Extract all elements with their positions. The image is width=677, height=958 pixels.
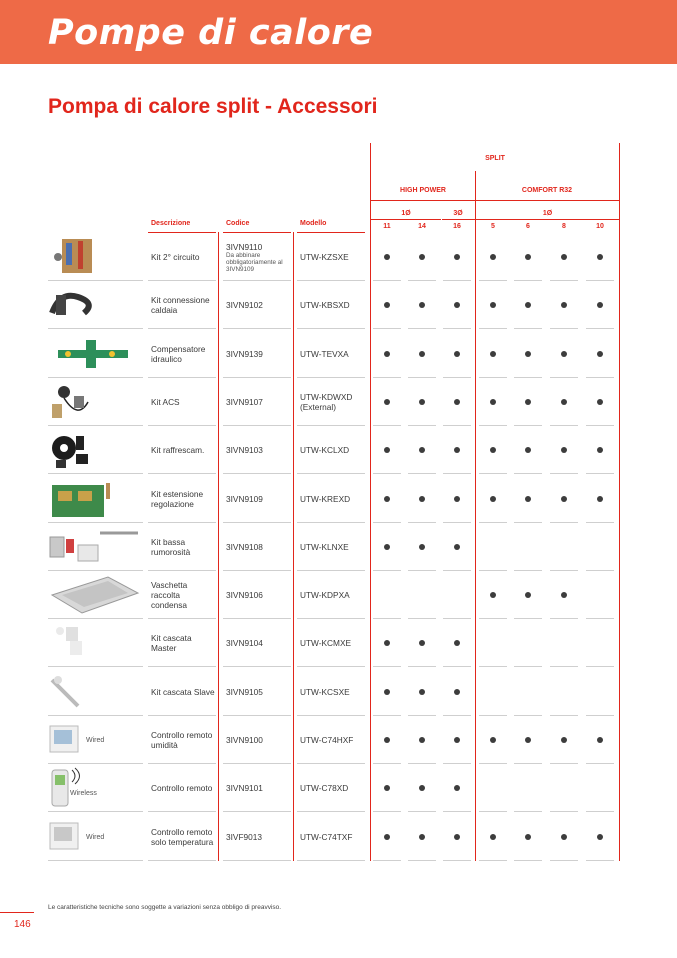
availability-dot-14 (419, 544, 425, 550)
row-description (151, 426, 217, 474)
row-description (151, 330, 217, 378)
availability-dot-5 (490, 399, 496, 405)
row-model (300, 233, 368, 281)
availability-dot-16 (454, 785, 460, 791)
page-rule (0, 912, 34, 913)
description-text: Kit 2° circuito (151, 252, 200, 262)
availability-dot-16 (454, 302, 460, 308)
header-code: Codice (226, 220, 250, 227)
code-text: 3IVN9100 (226, 735, 263, 745)
kit-acs-image (48, 380, 143, 424)
table-row (48, 619, 620, 667)
row-model (300, 764, 368, 812)
row-description (151, 378, 217, 426)
row-divider (586, 860, 614, 861)
row-model (300, 378, 368, 426)
availability-dot-8 (561, 496, 567, 502)
model-text: UTW-KCLXD (300, 445, 350, 456)
column-header-11: 11 (383, 223, 391, 230)
row-code (226, 426, 292, 474)
availability-dot-5 (490, 254, 496, 260)
availability-dot-5 (490, 592, 496, 598)
controllo-remoto-wireless-image (48, 766, 143, 810)
connection-tag: Wired (86, 737, 105, 744)
header-description: Descrizione (151, 220, 191, 227)
availability-dot-11 (384, 785, 390, 791)
availability-dot-5 (490, 834, 496, 840)
row-description (151, 813, 217, 861)
table-row (48, 523, 620, 571)
row-code (226, 523, 292, 571)
description-text: Kit cascata Slave (151, 686, 215, 697)
code-text: 3IVN9108 (226, 541, 263, 552)
row-model (300, 281, 368, 329)
availability-dot-8 (561, 737, 567, 743)
table-row (48, 281, 620, 329)
availability-dot-8 (561, 399, 567, 405)
availability-dot-14 (419, 834, 425, 840)
row-model (300, 619, 368, 667)
availability-dot-16 (454, 351, 460, 357)
model-text: UTW-KZSXE (300, 252, 349, 262)
availability-dot-11 (384, 399, 390, 405)
model-text: UTW-KDWXD (External) (300, 391, 353, 412)
row-code (226, 716, 292, 764)
page-number: 146 (14, 919, 31, 930)
availability-dot-6 (525, 351, 531, 357)
model-text: UTW-KCMXE (300, 638, 352, 649)
kit-cascata-master-image (48, 621, 143, 665)
code-text: 3IVN9103 (226, 445, 263, 456)
availability-dot-11 (384, 544, 390, 550)
table-row (48, 813, 620, 861)
availability-dot-14 (419, 302, 425, 308)
table-row (48, 426, 620, 474)
row-divider (550, 860, 578, 861)
row-description (151, 523, 217, 571)
availability-dot-10 (597, 302, 603, 308)
availability-dot-14 (419, 399, 425, 405)
availability-dot-6 (525, 737, 531, 743)
footer-note: Le caratteristiche tecniche sono soggette a variazioni senza obbligo di preavviso. (48, 904, 282, 911)
availability-dot-16 (454, 447, 460, 453)
column-header-14: 14 (418, 223, 426, 230)
row-divider (408, 860, 436, 861)
column-header-10: 10 (596, 223, 604, 230)
subgroup-comfort-r32: COMFORT R32 (521, 187, 573, 194)
availability-dot-6 (525, 447, 531, 453)
connection-tag: Wired (86, 833, 105, 841)
code-text: 3IVN9101 (226, 783, 263, 794)
availability-dot-14 (419, 496, 425, 502)
row-model (300, 523, 368, 571)
availability-dot-10 (597, 834, 603, 840)
row-description (151, 716, 217, 764)
code-note: Da abbinare obbligatoriamente al 3IVN9109 (226, 251, 283, 273)
kit-2-circuito-image (48, 235, 143, 279)
code-text: 3IVN9139 (226, 348, 263, 359)
row-divider (148, 860, 216, 861)
availability-dot-10 (597, 447, 603, 453)
table-row (48, 378, 620, 426)
kit-raffrescamento-image (48, 428, 143, 472)
table-row (48, 764, 620, 812)
availability-dot-11 (384, 737, 390, 743)
availability-dot-8 (561, 351, 567, 357)
availability-dot-6 (525, 302, 531, 308)
compensatore-idraulico-image (48, 332, 143, 376)
availability-dot-16 (454, 399, 460, 405)
comfort-rule (476, 200, 619, 201)
description-text: Kit ACS (151, 396, 180, 407)
description-text: Kit cascata Master (151, 633, 192, 654)
phase-rule-2 (442, 219, 475, 220)
table-row (48, 668, 620, 716)
table-row (48, 475, 620, 523)
row-code (226, 233, 292, 281)
row-code (226, 378, 292, 426)
phase-1-high-power: 1Ø (401, 210, 411, 217)
row-model (300, 475, 368, 523)
row-description (151, 233, 217, 281)
availability-dot-10 (597, 351, 603, 357)
availability-dot-10 (597, 399, 603, 405)
availability-dot-16 (454, 544, 460, 550)
row-code (226, 281, 292, 329)
code-text: 3IVN9109 (226, 493, 263, 504)
row-divider (223, 860, 291, 861)
description-text: Vaschetta raccolta condensa (151, 580, 188, 611)
model-text: UTW-C78XD (300, 783, 349, 794)
code-text: 3IVN9106 (226, 590, 263, 601)
model-text: UTW-KLNXE (300, 541, 349, 552)
model-text: UTW-KDPXA (300, 590, 350, 601)
code-text: 3IVN9107 (226, 396, 263, 407)
model-text: UTW-KREXD (300, 493, 351, 504)
row-description (151, 571, 217, 619)
description-text: Kit bassa rumorosità (151, 536, 191, 557)
model-text: UTW-C74TXF (300, 831, 353, 842)
availability-dot-10 (597, 496, 603, 502)
availability-dot-5 (490, 447, 496, 453)
high-power-rule (371, 200, 475, 201)
phase-rule-3 (476, 219, 619, 220)
description-text: Kit estensione regolazione (151, 488, 204, 509)
availability-dot-8 (561, 834, 567, 840)
table-row (48, 330, 620, 378)
row-model (300, 813, 368, 861)
availability-dot-11 (384, 834, 390, 840)
model-text: UTW-TEVXA (300, 348, 349, 359)
availability-dot-14 (419, 351, 425, 357)
availability-dot-14 (419, 689, 425, 695)
availability-dot-10 (597, 254, 603, 260)
row-divider (297, 860, 365, 861)
row-description (151, 475, 217, 523)
header-model: Modello (300, 220, 327, 227)
model-text: UTW-KBSXD (300, 300, 350, 311)
description-text: Controllo remoto solo temperatura (151, 826, 214, 847)
kit-cascata-slave-image (48, 670, 143, 714)
code-text: 3IVN9102 (226, 300, 263, 311)
availability-dot-8 (561, 447, 567, 453)
row-code (226, 475, 292, 523)
code-text: 3IVF9013 (226, 831, 262, 842)
availability-dot-16 (454, 689, 460, 695)
availability-dot-11 (384, 640, 390, 646)
kit-estensione-regolazione-image (48, 477, 143, 521)
availability-dot-5 (490, 737, 496, 743)
description-text: Kit connessione caldaia (151, 295, 210, 316)
header-banner (0, 0, 677, 64)
phase-rule-1 (371, 219, 441, 220)
row-description (151, 619, 217, 667)
availability-dot-8 (561, 302, 567, 308)
column-header-16: 16 (453, 223, 461, 230)
row-description (151, 764, 217, 812)
description-text: Controllo remoto (151, 783, 213, 794)
vaschetta-raccolta-condensa-image (48, 573, 143, 617)
column-header-5: 5 (491, 223, 495, 230)
availability-dot-5 (490, 302, 496, 308)
row-divider (514, 860, 542, 861)
availability-dot-6 (525, 399, 531, 405)
model-text: UTW-KCSXE (300, 686, 350, 697)
phase-1-comfort: 1Ø (542, 210, 553, 217)
availability-dot-8 (561, 592, 567, 598)
availability-dot-11 (384, 447, 390, 453)
code-text: 3IVN9105 (226, 686, 263, 697)
availability-dot-16 (454, 496, 460, 502)
code-text: 3IVN9104 (226, 638, 263, 649)
availability-dot-6 (525, 592, 531, 598)
row-code (226, 619, 292, 667)
column-header-8: 8 (562, 223, 566, 230)
table-row (48, 716, 620, 764)
row-divider (479, 860, 507, 861)
row-model (300, 330, 368, 378)
availability-dot-6 (525, 834, 531, 840)
section-title: Pompa di calore split - Accessori (48, 95, 378, 118)
availability-dot-16 (454, 254, 460, 260)
availability-dot-16 (454, 737, 460, 743)
row-model (300, 716, 368, 764)
availability-dot-10 (597, 737, 603, 743)
availability-dot-5 (490, 351, 496, 357)
availability-dot-14 (419, 447, 425, 453)
row-code (226, 813, 292, 861)
row-divider (373, 860, 401, 861)
availability-dot-14 (419, 640, 425, 646)
availability-dot-11 (384, 689, 390, 695)
availability-dot-11 (384, 351, 390, 357)
row-code (226, 764, 292, 812)
description-text: Compensatore idraulico (151, 343, 206, 364)
code-text: 3IVN9110 (226, 241, 263, 252)
availability-dot-11 (384, 496, 390, 502)
page-title: Pompe di calore (48, 13, 374, 53)
table-row (48, 233, 620, 281)
row-divider (48, 860, 143, 861)
split-group-label: SPLIT (485, 155, 505, 162)
row-code (226, 571, 292, 619)
availability-dot-8 (561, 254, 567, 260)
availability-dot-16 (454, 834, 460, 840)
availability-dot-6 (525, 496, 531, 502)
row-description (151, 281, 217, 329)
availability-dot-6 (525, 254, 531, 260)
availability-dot-5 (490, 496, 496, 502)
connection-tag: Wireless (70, 790, 97, 798)
availability-dot-16 (454, 640, 460, 646)
kit-bassa-rumorosita-image (48, 525, 143, 569)
subgroup-high-power: HIGH POWER (400, 187, 446, 194)
availability-dot-11 (384, 254, 390, 260)
availability-dot-14 (419, 254, 425, 260)
availability-dot-11 (384, 302, 390, 308)
row-code (226, 668, 292, 716)
row-model (300, 571, 368, 619)
row-model (300, 426, 368, 474)
row-code (226, 330, 292, 378)
availability-dot-14 (419, 785, 425, 791)
description-text: Kit raffrescam. (151, 445, 205, 456)
kit-connessione-caldaia-image (48, 283, 143, 327)
table-row (48, 571, 620, 619)
phase-3-high-power: 3Ø (453, 210, 463, 217)
description-text: Controllo remoto umidità (151, 730, 213, 750)
row-divider (443, 860, 471, 861)
row-model (300, 668, 368, 716)
row-description (151, 668, 217, 716)
availability-dot-14 (419, 737, 425, 743)
column-header-6: 6 (526, 223, 530, 230)
model-text: UTW-C74HXF (300, 735, 354, 745)
